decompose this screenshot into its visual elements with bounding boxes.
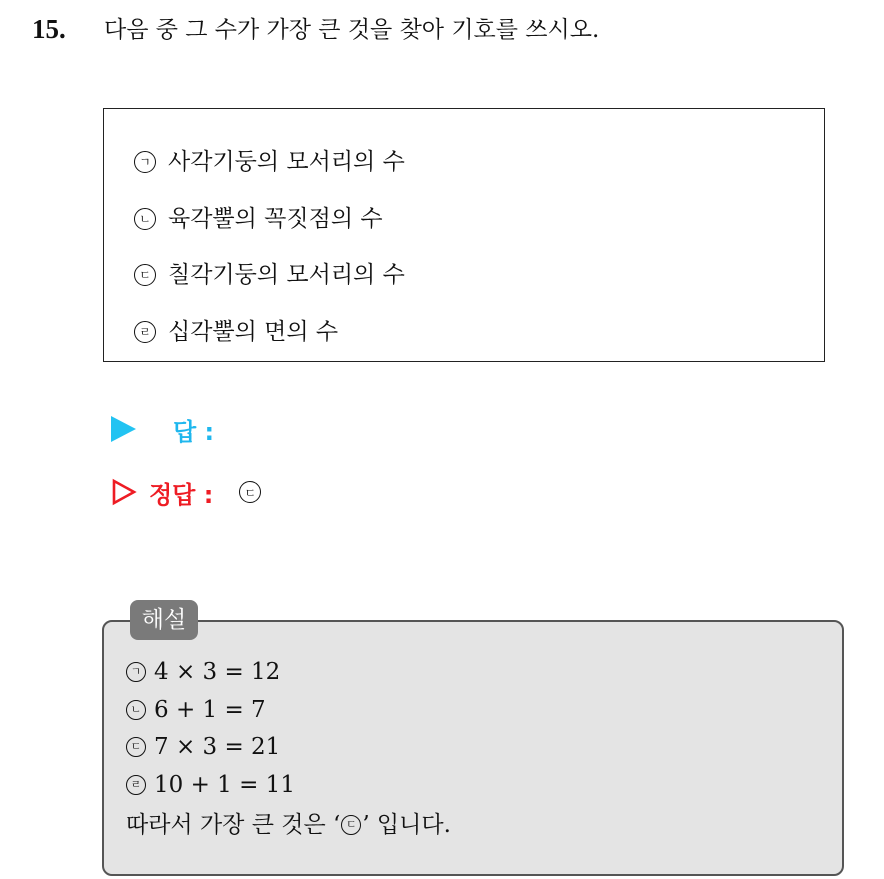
- choice-symbol: ㄴ: [134, 208, 156, 230]
- solution-line-1: [126, 657, 280, 687]
- solution-symbol: ㄷ: [126, 737, 146, 757]
- solution-expr: 10 + 1 = 11: [154, 772, 295, 798]
- choice-2: [134, 204, 383, 234]
- solution-line-3: [126, 732, 280, 762]
- solution-tag: 해설: [130, 600, 198, 640]
- question-text: 다음 중 그 수가 가장 큰 것을 찾아 기호를 쓰시오.: [104, 17, 600, 43]
- conclusion-text-after: ’ 입니다.: [362, 812, 451, 838]
- conclusion-symbol: ㄷ: [341, 815, 361, 835]
- solution-symbol: ㄹ: [126, 775, 146, 795]
- choices-box: [103, 108, 825, 362]
- choice-symbol: ㄷ: [134, 264, 156, 286]
- play-outline-icon: [111, 478, 137, 506]
- correct-answer-value: [239, 481, 261, 503]
- solution-symbol: ㄱ: [126, 662, 146, 682]
- solution-expr: 6 + 1 = 7: [154, 697, 266, 723]
- conclusion-text-before: 따라서 가장 큰 것은 ‘: [126, 812, 341, 838]
- choice-3: [134, 260, 405, 290]
- solution-line-4: [126, 770, 295, 800]
- choice-1: [134, 147, 405, 177]
- solution-expr: 4 × 3 = 12: [154, 659, 281, 685]
- correct-answer-line: [111, 474, 261, 510]
- question-number: 15.: [32, 14, 66, 44]
- correct-answer-label: 정답 :: [149, 480, 214, 509]
- correct-answer-symbol: ㄷ: [239, 481, 261, 503]
- solution-line-2: [126, 695, 266, 725]
- play-filled-icon: [111, 416, 136, 442]
- solution-symbol: ㄴ: [126, 700, 146, 720]
- answer-label: 답 :: [173, 417, 215, 446]
- solution-expr: 7 × 3 = 21: [154, 734, 281, 760]
- choice-text: 육각뿔의 꼭짓점의 수: [168, 206, 383, 232]
- choice-symbol: ㄹ: [134, 321, 156, 343]
- solution-conclusion: [126, 810, 451, 840]
- answer-line: [111, 412, 214, 446]
- choice-text: 십각뿔의 면의 수: [168, 319, 339, 345]
- choice-text: 사각기둥의 모서리의 수: [168, 149, 405, 175]
- choice-symbol: ㄱ: [134, 151, 156, 173]
- choice-text: 칠각기둥의 모서리의 수: [168, 262, 405, 288]
- choice-4: [134, 317, 338, 347]
